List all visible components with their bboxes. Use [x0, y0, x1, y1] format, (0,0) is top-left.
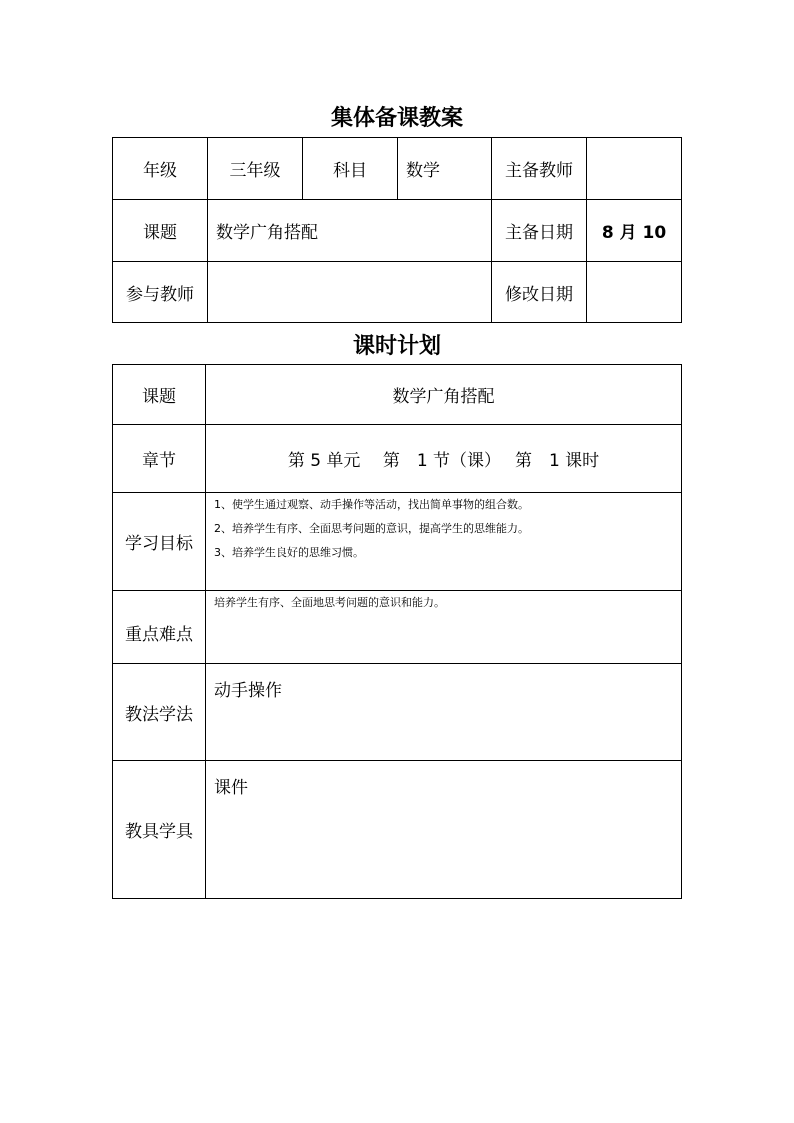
objectives-list: [206, 493, 682, 591]
topic-value: 数学广角搭配: [208, 200, 492, 262]
chapter-value: 第 5 单元 第 1 节（课） 第 1 课时: [206, 425, 682, 493]
grade-value: 三年级: [208, 138, 303, 200]
plan-row-key-points: [113, 591, 682, 664]
revise-date-value: [587, 262, 682, 323]
revise-date-label: 修改日期: [492, 262, 587, 323]
tools-label: 教具学具: [113, 761, 206, 899]
header-table: [112, 137, 682, 323]
objectives-label: 学习目标: [113, 493, 206, 591]
plan-row-tools: [113, 761, 682, 899]
objective-item: 2、培养学生有序、全面思考问题的意识，提高学生的思维能力。: [214, 522, 529, 535]
plan-row-objectives: [113, 493, 682, 591]
topic-label: 课题: [113, 200, 208, 262]
objective-item: 3、培养学生良好的思维习惯。: [214, 546, 364, 559]
tools-value: 课件: [206, 761, 682, 899]
plan-topic-value: 数学广角搭配: [206, 365, 682, 425]
plan-row-methods: [113, 664, 682, 761]
chapter-label: 章节: [113, 425, 206, 493]
methods-label: 教法学法: [113, 664, 206, 761]
header-row-participants: [113, 262, 682, 323]
participants-value: [208, 262, 492, 323]
lead-teacher-label: 主备教师: [492, 138, 587, 200]
key-points-value: 培养学生有序、全面地思考问题的意识和能力。: [206, 591, 682, 664]
lead-date-value: 8 月 10: [587, 200, 682, 262]
objective-item: 1、使学生通过观察、动手操作等活动，找出简单事物的组合数。: [214, 498, 529, 511]
plan-table: [112, 364, 682, 899]
key-points-label: 重点难点: [113, 591, 206, 664]
plan-row-topic: [113, 365, 682, 425]
subject-label: 科目: [303, 138, 398, 200]
methods-value: 动手操作: [206, 664, 682, 761]
header-row-topic: [113, 200, 682, 262]
subject-value: 数学: [398, 138, 492, 200]
header-row-grade: [113, 138, 682, 200]
grade-label: 年级: [113, 138, 208, 200]
document-title: 集体备课教案: [330, 106, 463, 131]
lead-date-label: 主备日期: [492, 200, 587, 262]
plan-row-chapter: [113, 425, 682, 493]
participants-label: 参与教师: [113, 262, 208, 323]
plan-topic-label: 课题: [113, 365, 206, 425]
plan-title: 课时计划: [352, 334, 441, 359]
lead-teacher-value: [587, 138, 682, 200]
